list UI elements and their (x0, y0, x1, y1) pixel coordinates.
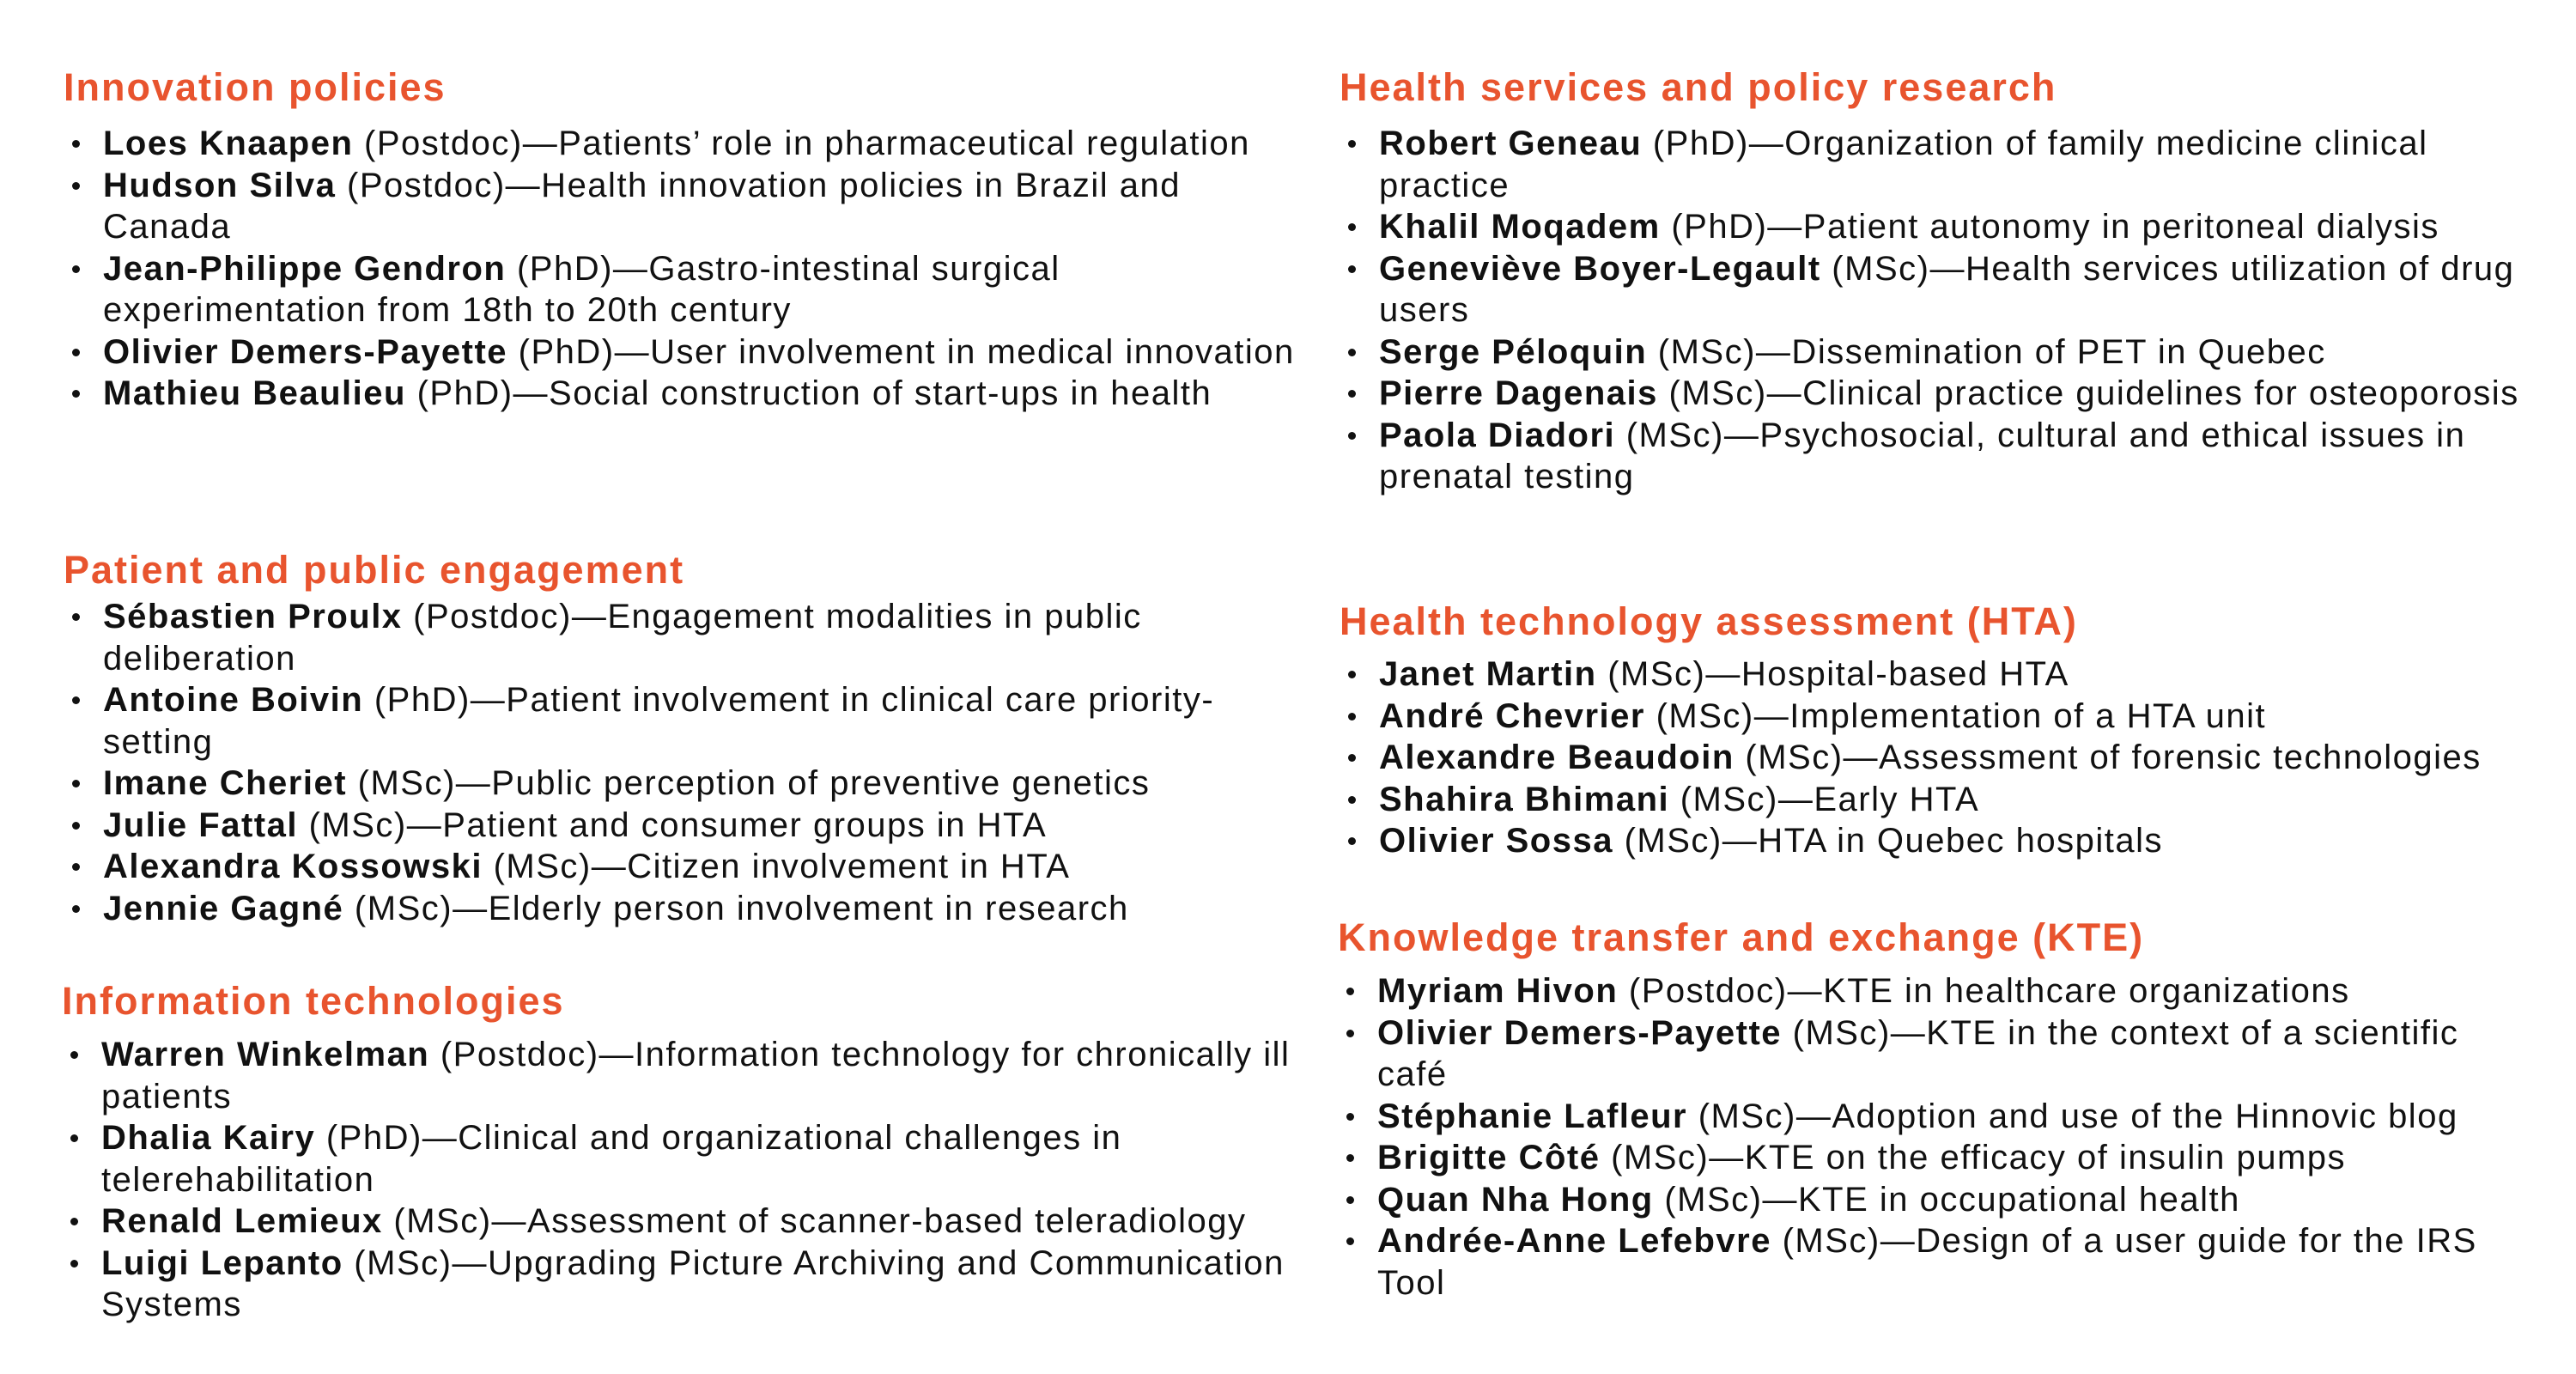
bullet-icon (70, 1134, 78, 1142)
item-list (1340, 654, 2550, 862)
section-title: Patient and public engagement (64, 548, 685, 592)
list-item (1340, 373, 2533, 415)
person-name: Khalil Moqadem (1379, 208, 1661, 246)
person-name: Olivier Demers-Payette (1377, 1013, 1783, 1052)
person-name: Jean-Philippe Gendron (103, 249, 507, 288)
list-item (64, 248, 1300, 331)
list-item (1340, 696, 2550, 738)
bullet-icon (1346, 988, 1354, 995)
item-description: (MSc)—Design of a user guide for the IRS Tool (1377, 1222, 2477, 1302)
bullet-icon (1348, 349, 1356, 356)
list-item (64, 846, 1300, 888)
section-patient-public-engagement (64, 544, 1300, 929)
item-description: (PhD)—User involvement in medical innovation (507, 332, 1295, 371)
person-name: Myriam Hivon (1377, 972, 1619, 1010)
item-description: (MSc)—Dissemination of PET in Quebec (1647, 332, 2326, 371)
item-list (1338, 970, 2531, 1304)
list-item (64, 888, 1300, 930)
person-name: Luigi Lepanto (101, 1243, 343, 1282)
section-title: Knowledge transfer and exchange (KTE) (1338, 915, 2145, 959)
list-item (1340, 206, 2533, 248)
person-name: Renald Lemieux (101, 1202, 383, 1240)
item-description: (Postdoc)—Engagement modalities in public deliberation (103, 598, 1142, 678)
list-item (1340, 123, 2533, 206)
bullet-icon (72, 696, 80, 704)
item-list (62, 1034, 1298, 1326)
item-description: (PhD)—Gastro-intestinal surgical experimentation from 18th to 20th century (103, 249, 1060, 329)
section-title: Health technology assessment (HTA) (1340, 599, 2078, 643)
item-description: (MSc)—Early HTA (1669, 780, 1980, 818)
bullet-icon (70, 1051, 78, 1059)
item-description: (MSc)—Citizen involvement in HTA (483, 848, 1071, 885)
person-name: Paola Diadori (1379, 416, 1616, 454)
item-description: (MSc)—Implementation of a HTA unit (1644, 696, 2267, 735)
bullet-icon (1348, 754, 1356, 762)
bullet-icon (70, 1218, 78, 1225)
person-name: Olivier Sossa (1379, 822, 1613, 860)
list-item (64, 331, 1300, 374)
person-name: Imane Cheriet (103, 764, 348, 802)
person-name: Julie Fattal (103, 806, 298, 844)
item-list (64, 123, 1300, 415)
person-name: Janet Martin (1379, 655, 1597, 693)
person-name: Robert Geneau (1379, 125, 1643, 162)
bullet-icon (70, 1260, 78, 1268)
section-health-services-policy-research (1340, 62, 2533, 498)
list-item (64, 679, 1300, 763)
section-title: Innovation policies (64, 65, 447, 109)
person-name: Antoine Boivin (103, 681, 364, 719)
item-description: (Postdoc)—KTE in healthcare organizations (1618, 972, 2350, 1010)
person-name: Sébastien Proulx (103, 598, 403, 635)
bullet-icon (1346, 1237, 1354, 1245)
bullet-icon (72, 863, 80, 871)
bullet-icon (72, 140, 80, 148)
list-item (64, 123, 1300, 165)
item-description: (Postdoc)—Patients’ role in pharmaceutical regulation (353, 125, 1250, 162)
bullet-icon (1348, 140, 1356, 148)
section-title: Health services and policy research (1340, 65, 2057, 109)
list-item (1340, 737, 2550, 779)
item-description: (MSc)—Elderly person involvement in research (343, 889, 1129, 927)
person-name: Dhalia Kairy (101, 1119, 316, 1157)
person-name: Quan Nha Hong (1377, 1180, 1654, 1219)
bullet-icon (1348, 390, 1356, 398)
item-description: (MSc)—Upgrading Picture Archiving and Communication Systems (101, 1243, 1285, 1323)
list-item (1340, 654, 2550, 696)
list-item (64, 763, 1300, 805)
person-name: Olivier Demers-Payette (103, 332, 508, 371)
bullet-icon (1348, 837, 1356, 845)
item-description: (MSc)—Assessment of scanner-based teleradiology (382, 1202, 1247, 1240)
item-description: (PhD)—Social construction of start-ups in health (405, 374, 1212, 412)
list-item (1338, 1012, 2531, 1096)
item-description: (MSc)—Hospital-based HTA (1596, 655, 2069, 693)
item-description: (Postdoc)—Information technology for chronically ill patients (101, 1036, 1291, 1116)
list-item (1338, 1096, 2531, 1138)
item-description: (MSc)—Public perception of preventive genetics (347, 764, 1151, 802)
bullet-icon (72, 905, 80, 913)
person-name: Andrée-Anne Lefebvre (1377, 1222, 1771, 1260)
item-description: (Postdoc)—Health innovation policies in Brazil and Canada (103, 166, 1182, 246)
person-name: Hudson Silva (103, 166, 337, 204)
section-innovation-policies (64, 62, 1300, 415)
bullet-icon (72, 265, 80, 273)
person-name: Alexandra Kossowski (103, 848, 483, 885)
item-description: (MSc)—Health services utilization of drug users (1379, 249, 2515, 329)
item-description: (MSc)—KTE in the context of a scientific café (1377, 1013, 2459, 1093)
bullet-icon (72, 613, 80, 621)
bullet-icon (1346, 1154, 1354, 1162)
person-name: Mathieu Beaulieu (103, 374, 406, 412)
item-description: (PhD)—Patient involvement in clinical care priority-setting (103, 681, 1215, 761)
bullet-icon (1348, 713, 1356, 720)
list-item (1338, 1137, 2531, 1179)
item-list (64, 596, 1300, 929)
item-description: (PhD)—Patient autonomy in peritoneal dialysis (1660, 208, 2439, 246)
list-item (62, 1034, 1298, 1117)
bullet-icon (1346, 1196, 1354, 1204)
list-item (62, 1201, 1298, 1243)
list-item (1340, 331, 2533, 374)
person-name: Alexandre Beaudoin (1379, 739, 1735, 776)
bullet-icon (1346, 1113, 1354, 1121)
item-description: (MSc)—Assessment of forensic technologies (1734, 739, 2482, 776)
person-name: Warren Winkelman (101, 1036, 430, 1073)
item-description: (MSc)—Psychosocial, cultural and ethical issues in prenatal testing (1379, 416, 2466, 495)
bullet-icon (72, 182, 80, 190)
bullet-icon (72, 822, 80, 830)
person-name: Jennie Gagné (103, 889, 344, 927)
bullet-icon (72, 390, 80, 398)
item-list (1340, 123, 2533, 498)
item-description: (MSc)—Clinical practice guidelines for osteoporosis (1657, 374, 2519, 412)
person-name: Shahira Bhimani (1379, 780, 1670, 818)
list-item (1340, 415, 2533, 498)
list-item (1340, 820, 2550, 862)
section-title: Information technologies (62, 979, 565, 1023)
list-item (1340, 779, 2550, 821)
person-name: Pierre Dagenais (1379, 374, 1658, 412)
bullet-icon (1348, 432, 1356, 440)
item-description: (PhD)—Organization of family medicine clinical practice (1379, 125, 2428, 204)
list-item (64, 373, 1300, 415)
list-item (62, 1117, 1298, 1201)
bullet-icon (1348, 223, 1356, 231)
person-name: Brigitte Côté (1377, 1139, 1601, 1176)
person-name: André Chevrier (1379, 696, 1645, 735)
item-description: (MSc)—KTE on the efficacy of insulin pumps (1600, 1139, 2347, 1176)
item-description: (MSc)—KTE in occupational health (1653, 1180, 2240, 1219)
list-item (64, 165, 1300, 248)
list-item (1340, 248, 2533, 331)
bullet-icon (1348, 671, 1356, 678)
person-name: Stéphanie Lafleur (1377, 1097, 1688, 1135)
item-description: (MSc)—Patient and consumer groups in HTA (297, 806, 1048, 844)
bullet-icon (1348, 265, 1356, 273)
person-name: Serge Péloquin (1379, 332, 1648, 371)
bullet-icon (72, 349, 80, 356)
bullet-icon (72, 780, 80, 787)
list-item (62, 1243, 1298, 1326)
list-item (1338, 1220, 2531, 1304)
section-knowledge-transfer-exchange (1338, 912, 2531, 1304)
section-health-technology-assessment (1340, 596, 2550, 862)
person-name: Geneviève Boyer-Legault (1379, 249, 1821, 288)
list-item (64, 596, 1300, 679)
item-description: (MSc)—HTA in Quebec hospitals (1613, 822, 2164, 860)
list-item (1338, 1179, 2531, 1221)
bullet-icon (1346, 1030, 1354, 1037)
item-description: (MSc)—Adoption and use of the Hinnovic blog (1687, 1097, 2458, 1135)
list-item (64, 805, 1300, 847)
item-description: (PhD)—Clinical and organizational challenges in telerehabilitation (101, 1119, 1122, 1199)
section-information-technologies (62, 976, 1298, 1326)
person-name: Loes Knaapen (103, 125, 354, 162)
bullet-icon (1348, 796, 1356, 804)
list-item (1338, 970, 2531, 1012)
